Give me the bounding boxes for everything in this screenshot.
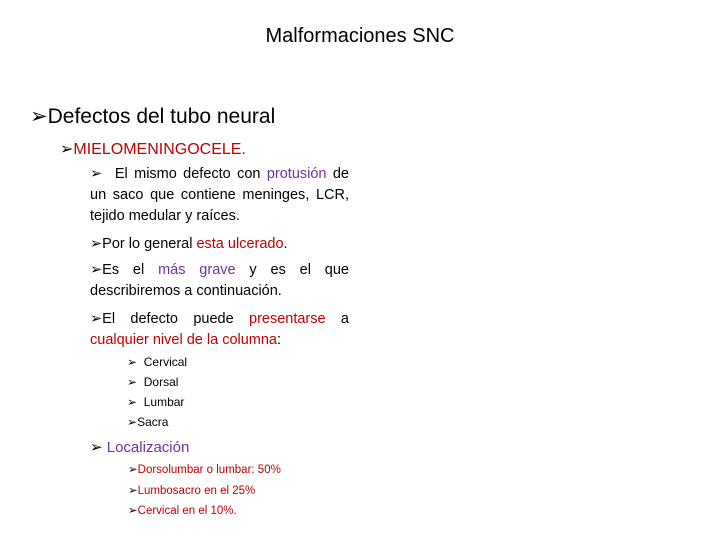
paragraph-defecto [90,164,349,227]
bullet-localizacion [90,438,189,456]
level-lumbar: Lumbar [143,395,185,409]
arrow-bullet-icon: ➢ [127,375,138,389]
level-cervical: Cervical [143,355,188,369]
level-item [127,395,184,409]
loc-cervical: Cervical en el 10%. [137,505,237,517]
p1-text-a: El mismo defecto con [114,166,267,182]
p4-text-e: : [277,332,282,348]
p3-text-a: Es el [102,262,159,278]
level-item [127,415,168,429]
p1-text-c: de un saco que contiene meninges, LCR, tejido medular y raíces. [90,166,349,224]
mielomeningocele-text: MIELOMENINGOCELE. [73,141,246,158]
p4-text-c: a [325,311,349,327]
p3-text-c: y es el que describiremos a continuación. [90,262,349,299]
p3-highlight: más grave [158,262,236,278]
slide-title: Malformaciones SNC [265,25,455,47]
arrow-bullet-icon: ➢ [90,438,103,456]
arrow-bullet-icon: ➢ [90,262,103,278]
paragraph-nivel [90,309,349,351]
p2-text-c: . [283,236,288,252]
arrow-bullet-icon: ➢ [90,166,103,182]
level-dorsal: Dorsal [143,375,179,389]
level-sacra: Sacra [137,415,169,429]
loc-lumbosacro: Lumbosacro en el 25% [137,485,256,497]
localizacion-item [128,503,237,517]
arrow-bullet-icon: ➢ [128,483,138,497]
p4-highlight-2: cualquier nivel de la columna [90,332,277,348]
arrow-bullet-icon: ➢ [90,311,103,327]
arrow-bullet-icon: ➢ [30,104,48,128]
level-item [127,355,187,369]
arrow-bullet-icon: ➢ [60,139,74,158]
bullet-mielomeningocele [60,139,246,159]
arrow-bullet-icon: ➢ [127,395,138,409]
arrow-bullet-icon: ➢ [127,415,138,429]
localizacion-item [128,462,281,476]
arrow-bullet-icon: ➢ [90,236,103,252]
loc-dorsolumbar: Dorsolumbar o lumbar: 50% [137,464,281,476]
paragraph-ulcerado [90,234,349,255]
bullet-defectos-text: Defectos del tubo neural [47,105,276,128]
arrow-bullet-icon: ➢ [128,462,138,476]
bullet-defectos [30,104,275,129]
p4-highlight-1: presentarse [249,311,326,327]
p1-highlight: protusión [266,166,327,182]
arrow-bullet-icon: ➢ [127,355,138,369]
paragraph-grave [90,260,349,302]
localizacion-label: Localización [106,439,190,456]
p4-text-a: El defecto puede [102,311,249,327]
arrow-bullet-icon: ➢ [128,503,138,517]
p2-text-a: Por lo general [102,236,197,252]
p2-highlight: esta ulcerado [196,236,284,252]
level-item [127,375,178,389]
localizacion-item [128,483,255,497]
